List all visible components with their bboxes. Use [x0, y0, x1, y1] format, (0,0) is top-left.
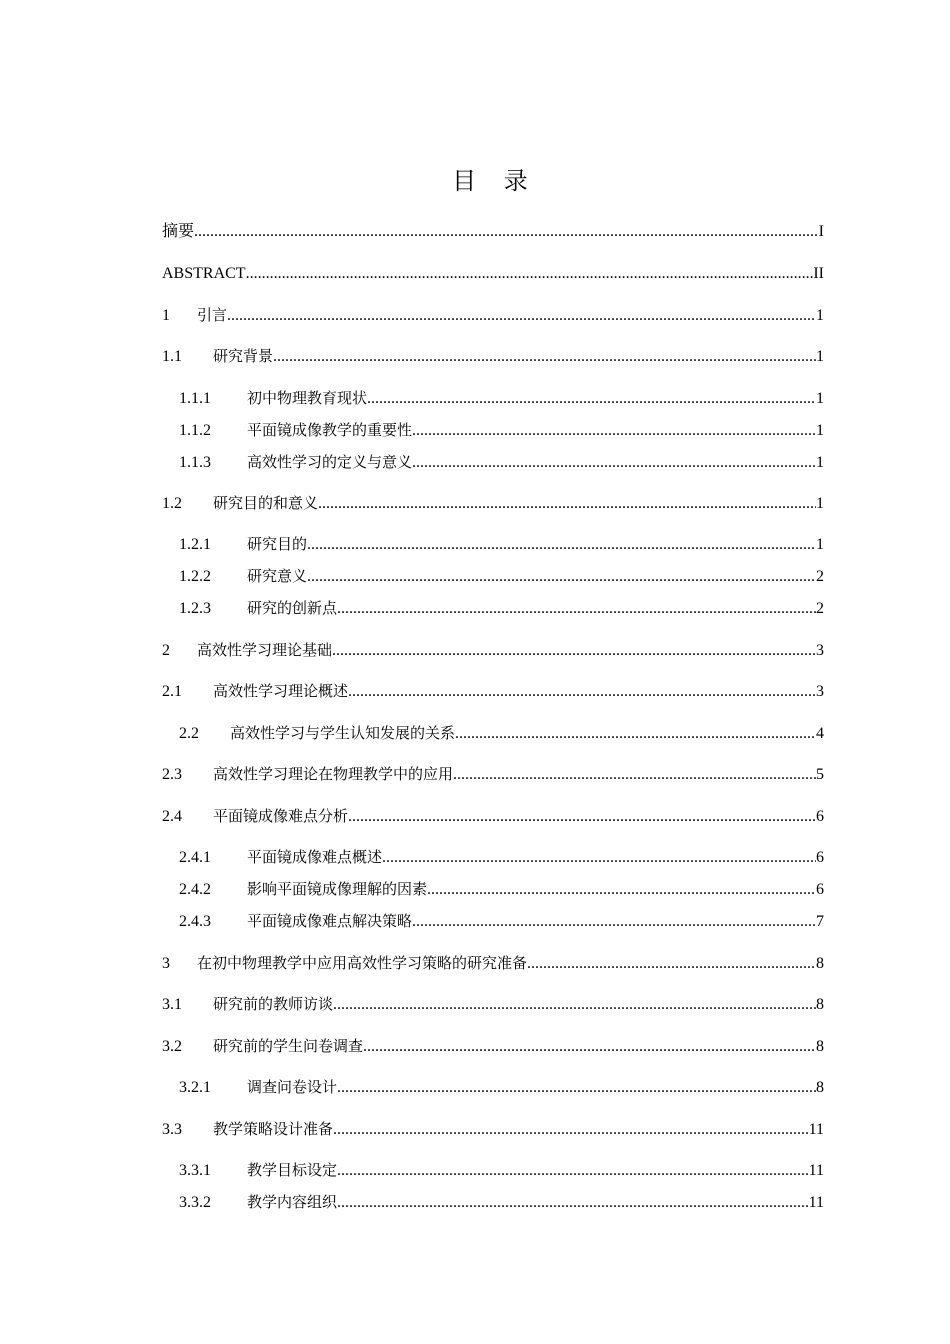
- toc-dot-leader: [363, 1035, 816, 1059]
- toc-entry-title: 研究意义: [247, 567, 308, 585]
- toc-entry[interactable]: [179, 596, 824, 620]
- toc-entry[interactable]: [162, 491, 824, 515]
- toc-entry-title: ABSTRACT: [162, 265, 246, 282]
- toc-entry-title: 研究背景: [213, 347, 274, 365]
- toc-entry-page-number: 1: [816, 495, 824, 512]
- toc-entry-number: 1.2.2: [179, 568, 211, 585]
- toc-entry[interactable]: [162, 951, 824, 975]
- toc-entry-page-number: 8: [816, 996, 824, 1013]
- toc-entry[interactable]: [162, 804, 824, 828]
- toc-entry-page-number: 1: [816, 422, 824, 439]
- toc-entry-page-number: 8: [816, 955, 824, 972]
- toc-entry[interactable]: [179, 845, 824, 869]
- toc-entry[interactable]: [179, 909, 824, 933]
- toc-dot-leader: [194, 220, 819, 244]
- toc-entry-number: 1.2: [162, 495, 182, 512]
- toc-entry-page-number: II: [813, 265, 824, 282]
- toc-entry[interactable]: [179, 721, 824, 745]
- toc-entry-title: 引言: [197, 306, 228, 324]
- toc-entry-page-number: 2: [816, 600, 824, 617]
- toc-entry-number: 3: [162, 955, 170, 972]
- toc-entry-page-number: 11: [808, 1162, 824, 1179]
- toc-entry-page-number: 6: [816, 849, 824, 866]
- toc-entry[interactable]: [179, 386, 824, 410]
- toc-title: 目 录: [452, 167, 538, 195]
- toc-dot-leader: [333, 1118, 809, 1142]
- toc-entry-page-number: 1: [816, 454, 824, 471]
- toc-entry-number: 1: [162, 307, 170, 324]
- toc-entry-title: 高效性学习理论基础: [197, 641, 333, 659]
- toc-entry-number: 2.4: [162, 808, 182, 825]
- toc-entry-title: 在初中物理教学中应用高效性学习策略的研究准备: [197, 954, 528, 972]
- toc-entry-page-number: 8: [816, 1038, 824, 1055]
- toc-dot-leader: [337, 597, 816, 621]
- toc-entry-title: 高效性学习理论在物理教学中的应用: [213, 765, 454, 783]
- toc-entry[interactable]: [162, 220, 824, 244]
- toc-entry-title: 教学内容组织: [247, 1193, 338, 1211]
- toc-entry[interactable]: [179, 418, 824, 442]
- toc-entry-title: 平面镜成像难点概述: [247, 848, 383, 866]
- toc-dot-leader: [427, 878, 816, 902]
- toc-dot-leader: [332, 639, 816, 663]
- toc-dot-leader: [337, 1076, 816, 1100]
- toc-entry-page-number: 7: [816, 913, 824, 930]
- toc-dot-leader: [348, 805, 816, 829]
- toc-entry-page-number: 8: [816, 1079, 824, 1096]
- toc-entry-page-number: 1: [816, 390, 824, 407]
- toc-entry[interactable]: [162, 762, 824, 786]
- toc-entry-page-number: I: [818, 223, 824, 240]
- toc-dot-leader: [527, 952, 816, 976]
- toc-dot-leader: [227, 304, 816, 328]
- toc-entry-title: 研究目的: [247, 535, 308, 553]
- toc-entry[interactable]: [179, 450, 824, 474]
- toc-entry-title: 教学策略设计准备: [213, 1120, 334, 1138]
- toc-entry-title: 教学目标设定: [247, 1161, 338, 1179]
- toc-entry-number: 1.2.1: [179, 536, 211, 553]
- toc-entry[interactable]: [162, 679, 824, 703]
- toc-entry-title: 研究前的教师访谈: [213, 995, 334, 1013]
- toc-entry[interactable]: [162, 638, 824, 662]
- toc-entry-number: 2.3: [162, 766, 182, 783]
- toc-entry[interactable]: [179, 1190, 824, 1214]
- toc-entry-number: 1.1.3: [179, 454, 211, 471]
- toc-entry-title: 高效性学习的定义与意义: [247, 453, 413, 471]
- toc-dot-leader: [333, 993, 816, 1017]
- toc-entry-page-number: 4: [816, 725, 824, 742]
- toc-dot-leader: [367, 387, 816, 411]
- toc-dot-leader: [455, 722, 816, 746]
- toc-entry-number: 3.2.1: [179, 1079, 211, 1096]
- toc-entry[interactable]: [162, 1034, 824, 1058]
- toc-dot-leader: [246, 262, 814, 286]
- toc-entry-title: 摘要: [162, 223, 195, 240]
- toc-entry-number: 2.1: [162, 683, 182, 700]
- toc-entry-number: 1.1: [162, 348, 182, 365]
- toc-entry-page-number: 6: [816, 808, 824, 825]
- toc-entry-title: 平面镜成像难点分析: [213, 807, 349, 825]
- toc-dot-leader: [337, 1191, 809, 1215]
- toc-entry[interactable]: [162, 262, 824, 286]
- toc-entry[interactable]: [179, 877, 824, 901]
- toc-entry-page-number: 11: [808, 1121, 824, 1138]
- toc-entry[interactable]: [179, 532, 824, 556]
- toc-entry-number: 3.3: [162, 1121, 182, 1138]
- toc-entry-title: 研究前的学生问卷调查: [213, 1037, 364, 1055]
- toc-dot-leader: [307, 533, 816, 557]
- toc-entry-title: 高效性学习理论概述: [213, 682, 349, 700]
- toc-dot-leader: [273, 345, 816, 369]
- toc-entry-title: 调查问卷设计: [247, 1078, 338, 1096]
- toc-entry[interactable]: [162, 1117, 824, 1141]
- toc-entry-title: 高效性学习与学生认知发展的关系: [230, 724, 456, 742]
- toc-entry-page-number: 2: [816, 568, 824, 585]
- toc-entry-title: 平面镜成像难点解决策略: [247, 912, 413, 930]
- toc-entry-title: 初中物理教育现状: [247, 389, 368, 407]
- toc-dot-leader: [412, 910, 816, 934]
- toc-dot-leader: [318, 492, 816, 516]
- toc-entry[interactable]: [179, 564, 824, 588]
- toc-dot-leader: [337, 1159, 809, 1183]
- toc-entry-title: 研究目的和意义: [213, 494, 319, 512]
- toc-entry-page-number: 1: [816, 307, 824, 324]
- toc-entry[interactable]: [162, 303, 824, 327]
- toc-dot-leader: [307, 565, 816, 589]
- toc-entry-number: 1.1.2: [179, 422, 211, 439]
- toc-entry-title: 影响平面镜成像理解的因素: [247, 880, 428, 898]
- toc-dot-leader: [453, 763, 816, 787]
- toc-dot-leader: [412, 451, 816, 475]
- toc-entry-number: 3.3.1: [179, 1162, 211, 1179]
- toc-entry[interactable]: [162, 344, 824, 368]
- toc-entry-page-number: 6: [816, 881, 824, 898]
- toc-dot-leader: [412, 419, 816, 443]
- toc-dot-leader: [382, 846, 816, 870]
- toc-entry-number: 3.1: [162, 996, 182, 1013]
- toc-entry-page-number: 3: [816, 683, 824, 700]
- toc-entry-title: 平面镜成像教学的重要性: [247, 421, 413, 439]
- toc-entry-title: 研究的创新点: [247, 599, 338, 617]
- toc-entry-page-number: 3: [816, 642, 824, 659]
- toc-entry-page-number: 11: [808, 1194, 824, 1211]
- toc-entry-number: 2.4.1: [179, 849, 211, 866]
- toc-entry-number: 2.2: [179, 725, 199, 742]
- toc-entry-page-number: 5: [816, 766, 824, 783]
- toc-entry-number: 2.4.3: [179, 913, 211, 930]
- toc-entry-number: 3.3.2: [179, 1194, 211, 1211]
- toc-entry[interactable]: [162, 992, 824, 1016]
- toc-entry-number: 1.2.3: [179, 600, 211, 617]
- toc-entry-number: 1.1.1: [179, 390, 211, 407]
- toc-entry-page-number: 1: [816, 536, 824, 553]
- toc-entry-number: 2.4.2: [179, 881, 211, 898]
- toc-entry[interactable]: [179, 1158, 824, 1182]
- toc-entry[interactable]: [179, 1075, 824, 1099]
- toc-entry-number: 2: [162, 642, 170, 659]
- toc-entry-number: 3.2: [162, 1038, 182, 1055]
- toc-entry-page-number: 1: [816, 348, 824, 365]
- toc-dot-leader: [348, 680, 816, 704]
